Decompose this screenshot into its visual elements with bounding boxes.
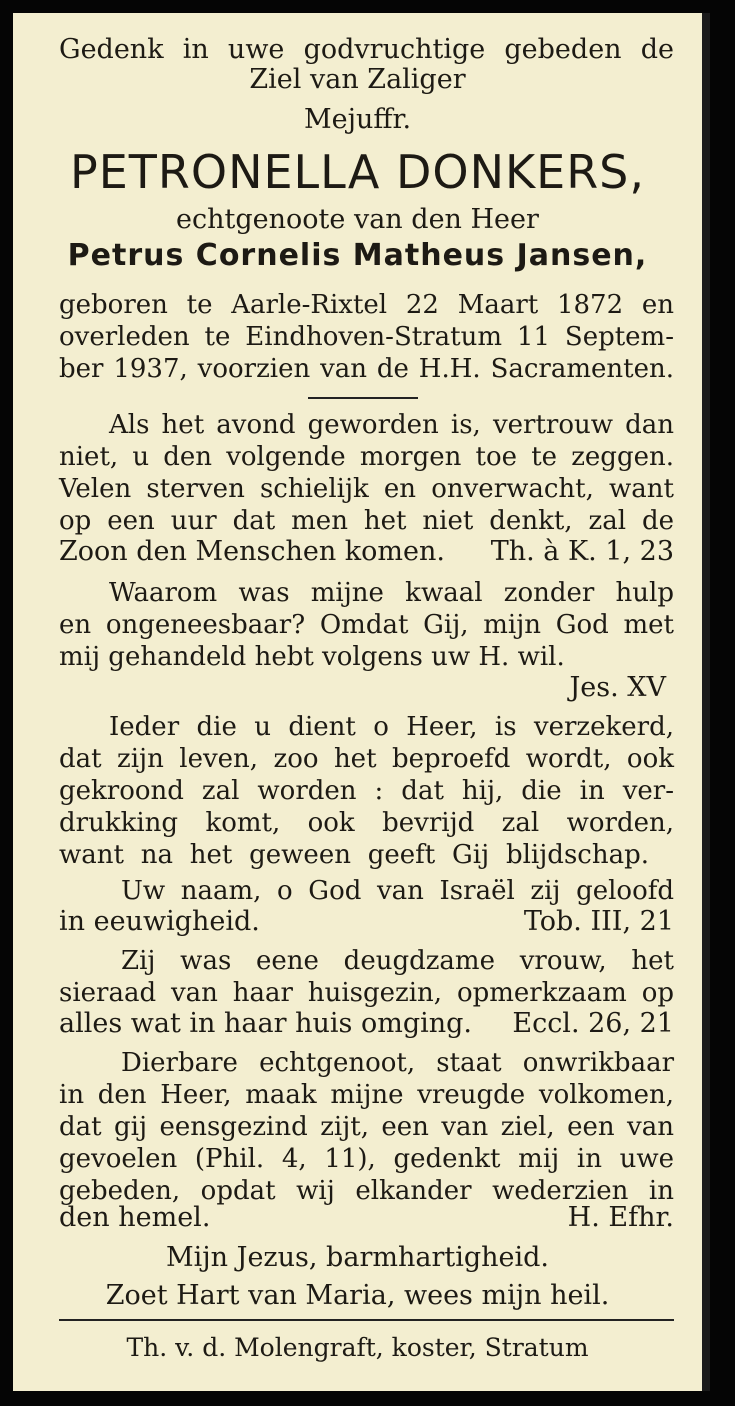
verse-5-last-row bbox=[59, 1009, 674, 1039]
title-mejuffr: Mejuffr. bbox=[303, 104, 412, 135]
verse-5-line-2: sieraad van haar huisgezin, opmerkzaam op bbox=[59, 978, 674, 1008]
verse-3-line-4: drukking komt, ook bevrijd zal worden, bbox=[59, 808, 674, 838]
verse-6-line-4: gevoelen (Phil. 4, 11), gedenkt mij in uwe bbox=[59, 1144, 674, 1174]
verse-2-source: Jes. XV bbox=[569, 672, 666, 703]
verse-2-line-3: mij gehandeld hebt volgens uw H. wil. bbox=[59, 642, 565, 672]
verse-5-line-1: Zij was eene deugdzame vrouw, het bbox=[121, 946, 674, 976]
verse-3-line-5: want na het geween geeft Gij blijdschap. bbox=[59, 840, 649, 870]
verse-1-source: Th. à K. 1, 23 bbox=[490, 536, 674, 567]
verse-1-last: Zoon den Menschen komen. bbox=[59, 536, 445, 567]
bio-line-3: ber 1937, voorzien van de H.H. Sacramenten. bbox=[59, 354, 674, 384]
verse-3-line-3: gekroond zal worden : dat hij, die in ver- bbox=[59, 776, 674, 806]
header-line-1 bbox=[59, 35, 674, 65]
verse-1-line-2: niet, u den volgende morgen toe te zeggen. bbox=[59, 442, 674, 472]
verse-1-last-row bbox=[59, 537, 674, 567]
verse-1-line-4: op een uur dat men het niet denkt, zal de bbox=[59, 506, 674, 536]
verse-1-line-1: Als het avond geworden is, vertrouw dan bbox=[109, 410, 674, 440]
verse-6-line-3: dat gij eensgezind zijt, een van ziel, een van bbox=[59, 1112, 674, 1142]
memorial-card bbox=[13, 13, 710, 1391]
verse-6-last-row bbox=[59, 1203, 674, 1233]
divider-footer bbox=[59, 1319, 674, 1321]
bio-line-2: overleden te Eindhoven-Stratum 11 Septem- bbox=[59, 322, 674, 352]
closing-line-1: Mijn Jezus, barmhartigheid. bbox=[166, 1242, 549, 1273]
bio-line-1: geboren te Aarle-Rixtel 22 Maart 1872 en bbox=[59, 290, 674, 320]
closing-line-2: Zoet Hart van Maria, wees mijn heil. bbox=[105, 1280, 610, 1311]
deceased-name: PETRONELLA DONKERS, bbox=[70, 145, 645, 199]
verse-1-line-3: Velen sterven schielijk en onverwacht, want bbox=[59, 474, 674, 504]
verse-5-source: Eccl. 26, 21 bbox=[512, 1008, 674, 1039]
divider-short bbox=[308, 397, 418, 399]
verse-4-last-row bbox=[59, 907, 674, 937]
header-line-2: Ziel van Zaliger bbox=[249, 64, 466, 95]
verse-6-line-1: Dierbare echtgenoot, staat onwrikbaar bbox=[121, 1048, 674, 1078]
verse-6-line-2: in den Heer, maak mijne vreugde volkomen, bbox=[59, 1080, 674, 1110]
verse-3-line-2: dat zijn leven, zoo het beproefd wordt, ook bbox=[59, 744, 674, 774]
verse-6-line-5: gebeden, opdat wij elkander wederzien in bbox=[59, 1176, 674, 1206]
spouse-intro: echtgenoote van den Heer bbox=[176, 204, 539, 235]
verse-4-last: in eeuwigheid. bbox=[59, 906, 260, 937]
verse-6-source: H. Efhr. bbox=[567, 1202, 674, 1233]
spouse-name: Petrus Cornelis Matheus Jansen, bbox=[67, 238, 648, 273]
header-line-1-text: Gedenk in uwe godvruchtige gebeden de bbox=[59, 34, 674, 65]
verse-3-line-1: Ieder die u dient o Heer, is verzekerd, bbox=[109, 712, 674, 742]
verse-4-line-1: Uw naam, o God van Israël zij geloofd bbox=[121, 876, 674, 906]
verse-5-last: alles wat in haar huis omging. bbox=[59, 1008, 472, 1039]
verse-2-line-1: Waarom was mijne kwaal zonder hulp bbox=[109, 578, 674, 608]
printer-footer: Th. v. d. Molengraft, koster, Stratum bbox=[126, 1333, 589, 1362]
verse-6-last: den hemel. bbox=[59, 1202, 211, 1233]
verse-2-line-2: en ongeneesbaar? Omdat Gij, mijn God met bbox=[59, 610, 674, 640]
verse-4-source: Tob. III, 21 bbox=[523, 906, 674, 937]
